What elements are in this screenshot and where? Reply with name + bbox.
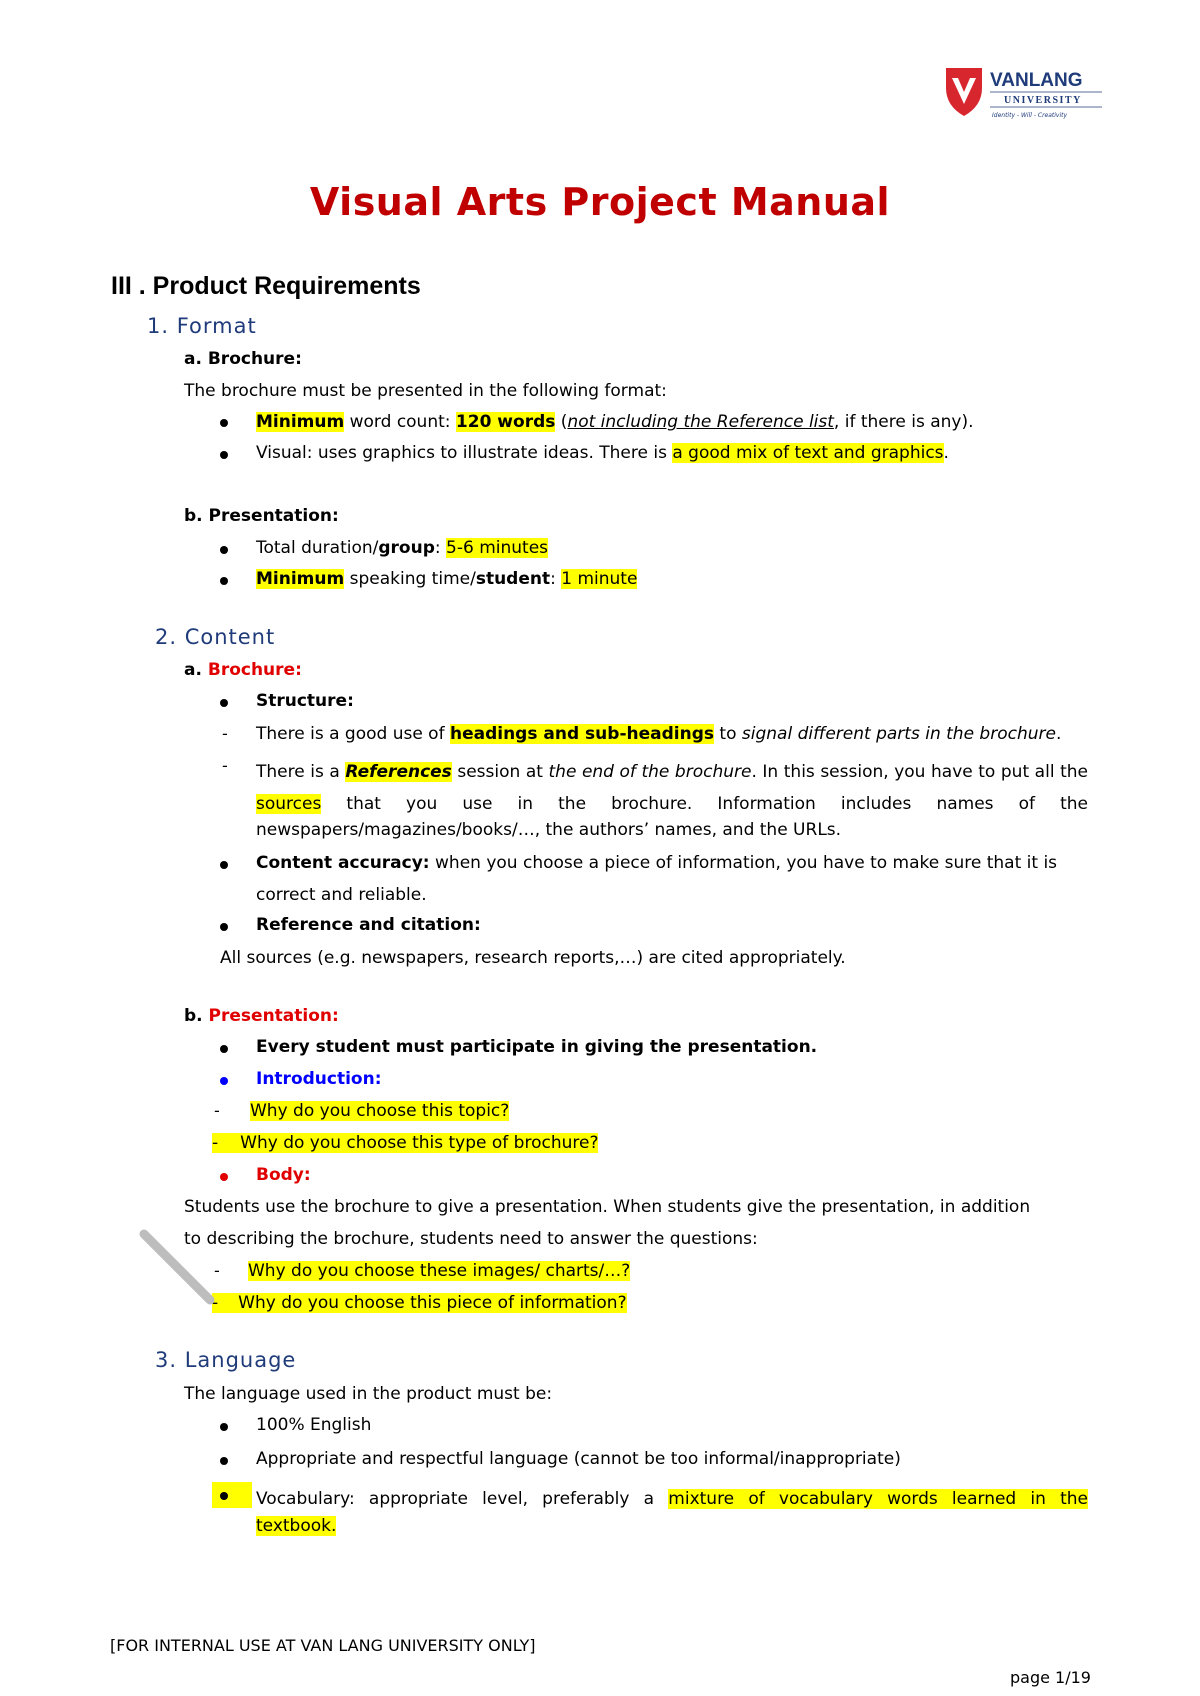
logo-tagline: Identity - Will - Creativity <box>992 112 1068 119</box>
bullet-icon <box>220 1492 228 1500</box>
heading-format: 1. Format <box>147 314 257 338</box>
body-text-1: Students use the brochure to give a presentation. When students give the presentation, in addition <box>184 1197 1031 1217</box>
item-references: There is a References session at the end of the brochure. In this session, you have to put all the sources that you use in the brochure. Information includes names of the <box>256 762 1088 814</box>
bullet-duration: Total duration/group: 5-6 minutes <box>256 538 549 558</box>
label-presentation-format: b. Presentation: <box>184 506 339 526</box>
footer-internal: [FOR INTERNAL USE AT VAN LANG UNIVERSITY ONLY] <box>110 1636 536 1655</box>
bullet-icon <box>220 699 228 707</box>
language-intro: The language used in the product must be: <box>184 1384 553 1404</box>
page-number: page 1/19 <box>1010 1668 1091 1687</box>
language-respectful: Appropriate and respectful language (cannot be too informal/inappropriate) <box>256 1449 901 1469</box>
question-brochure-type: - Why do you choose this type of brochure? <box>212 1133 599 1153</box>
vanlang-shield-icon <box>944 66 1104 122</box>
question-topic: Why do you choose this topic? <box>250 1101 510 1121</box>
label-structure: Structure: <box>256 691 354 711</box>
label-body: Body: <box>256 1165 311 1185</box>
bullet-icon <box>220 577 228 585</box>
label-brochure-content: a. Brochure: <box>184 660 302 680</box>
pencil-mark-icon <box>138 1228 218 1308</box>
label-introduction: Introduction: <box>256 1069 382 1089</box>
bullet-visual: Visual: uses graphics to illustrate ideas. There is a good mix of text and graphics. <box>256 443 949 463</box>
heading-content: 2. Content <box>155 625 276 649</box>
item-references-cont: newspapers/magazines/books/…, the authors’ names, and the URLs. <box>256 820 842 840</box>
brochure-intro: The brochure must be presented in the following format: <box>184 381 667 401</box>
logo-sub: UNIVERSITY <box>1004 95 1082 106</box>
body-text-2: to describing the brochure, students need to answer the questions: <box>184 1229 758 1249</box>
bullet-speaking-time: Minimum speaking time/student: 1 minute <box>256 569 638 589</box>
language-vocabulary-cont: textbook. <box>256 1516 337 1536</box>
question-images: Why do you choose these images/ charts/…? <box>248 1261 631 1281</box>
bullet-icon <box>220 1077 228 1085</box>
item-accuracy-cont: correct and reliable. <box>256 885 427 905</box>
bullet-icon <box>220 923 228 931</box>
item-accuracy: Content accuracy: when you choose a piece of information, you have to make sure that it is <box>256 853 1058 873</box>
label-reference-citation: Reference and citation: <box>256 915 481 935</box>
bullet-icon <box>220 451 228 459</box>
every-student: Every student must participate in giving the presentation. <box>256 1037 818 1057</box>
bullet-icon <box>220 1045 228 1053</box>
bullet-icon <box>220 1173 228 1181</box>
logo-name: VANLANG <box>990 70 1083 91</box>
question-information: - Why do you choose this piece of information? <box>212 1293 627 1313</box>
dash-marker: - <box>214 1101 220 1120</box>
dash-marker: - <box>222 724 228 743</box>
bullet-word-count: Minimum word count: 120 words (not including the Reference list, if there is any). <box>256 412 974 432</box>
label-presentation-content: b. Presentation: <box>184 1006 339 1026</box>
bullet-icon <box>220 861 228 869</box>
item-headings: There is a good use of headings and sub-headings to signal different parts in the brochure. <box>256 724 1062 744</box>
section-heading: III . Product Requirements <box>111 272 421 300</box>
bullet-icon <box>220 546 228 554</box>
vanlang-logo <box>944 66 1104 122</box>
bullet-icon <box>220 1423 228 1431</box>
heading-language: 3. Language <box>155 1348 297 1372</box>
language-english: 100% English <box>256 1415 372 1435</box>
language-vocabulary: Vocabulary: appropriate level, preferably a mixture of vocabulary words learned in the <box>256 1489 1088 1509</box>
bullet-icon <box>220 1457 228 1465</box>
label-brochure-format: a. Brochure: <box>184 349 302 369</box>
bullet-highlight <box>212 1482 252 1508</box>
bullet-icon <box>220 419 228 427</box>
document-title: Visual Arts Project Manual <box>309 180 891 224</box>
reference-text: All sources (e.g. newspapers, research reports,…) are cited appropriately. <box>220 948 846 968</box>
dash-marker: - <box>214 1261 220 1280</box>
dash-marker: - <box>222 756 228 775</box>
